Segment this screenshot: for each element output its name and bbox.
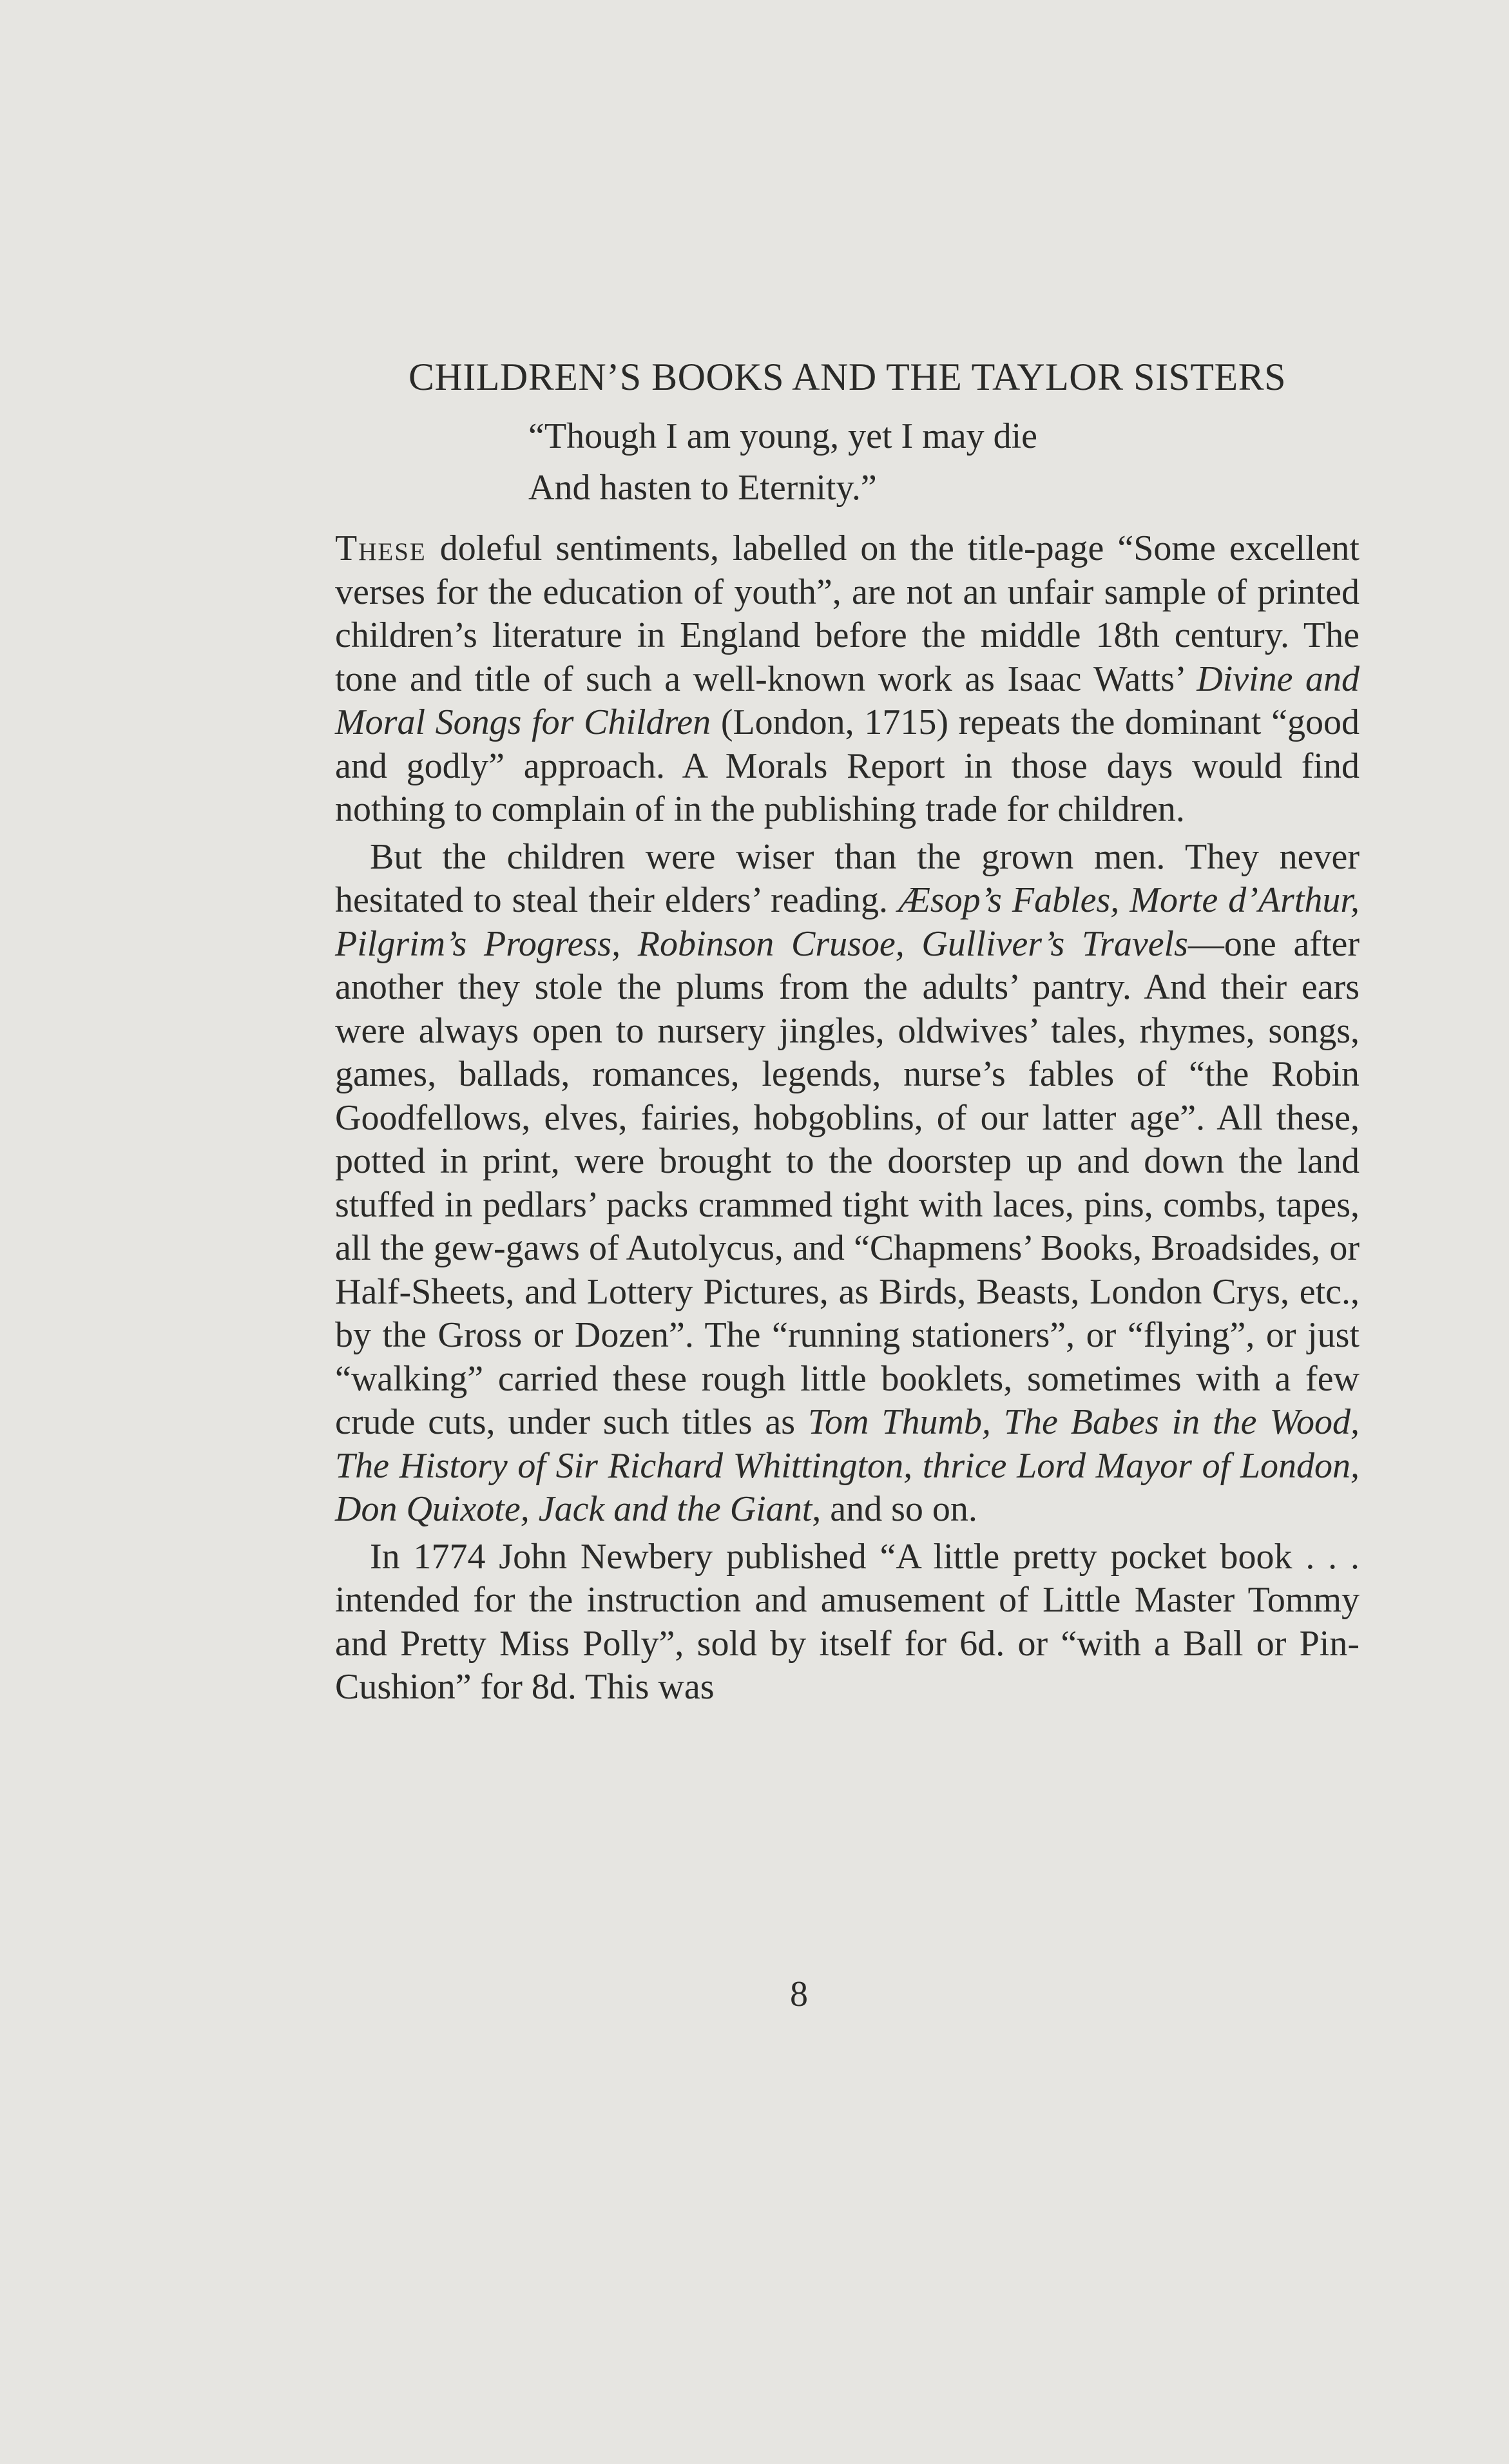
epigraph-line-1: “Though I am young, yet I may die (528, 416, 1038, 456)
paragraph-1-text-a: doleful sentiments, labelled on the title-page “Some excellent verses for the education of youth”, are not an unfair sample of printed children’s literature in England before the middle 18th century. The tone and title of such a well-known work as Isaac Watts’ (335, 528, 1360, 699)
paragraph-3-text-a: In 1774 John Newbery published “A little pretty pocket book . . . intended for the instruction and amusement of Little Master Tommy and Pretty Miss Polly”, sold by itself for 6d. or “with a Ball or Pin-Cushion” for 8d. This was (335, 1536, 1360, 1707)
paragraph-2-text-a: But the children were wiser than the grown men. They never hesitated to steal their elders’ reading. (335, 836, 1360, 920)
paragraph-1-italic-title: Divine and Moral Songs for Children (335, 659, 1360, 742)
chapter-title: CHILDREN’S BOOKS AND THE TAYLOR SISTERS (408, 356, 1287, 398)
paragraph-2-italic-titles-b: Tom Thumb, The Babes in the Wood, The History of Sir Richard Whittington, thrice Lord Mayor of London, Don Quixote, Jack and the Giant (335, 1402, 1360, 1529)
paragraph-2 (335, 836, 1360, 1532)
paragraph-1-lead-word: These (335, 528, 427, 568)
epigraph-line-2: And hasten to Eternity.” (528, 468, 877, 508)
page-number: 8 (790, 1974, 808, 2014)
paragraph-1 (335, 527, 1360, 832)
paragraph-1-text-b: (London, 1715) repeats the dominant “good and godly” approach. A Morals Report in those days would find nothing to complain of in the publishing trade for children. (335, 702, 1360, 829)
paragraph-3 (335, 1535, 1360, 1709)
paragraph-2-text-b: —one after another they stole the plums from the adults’ pantry. And their ears were always open to nursery jingles, oldwives’ tales, rhymes, songs, games, ballads, romances, legends, nurse’s fables of “the Robin Goodfellows, elves, fairies, hobgoblins, of our latter age”. All these, potted in print, were brought to the doorstep up and down the land stuffed in pedlars’ packs crammed tight with laces, pins, combs, tapes, all the gew-gaws of Autolycus, and “Chapmens’ Books, Broadsides, or Half-Sheets, and Lottery Pictures, as Birds, Beasts, London Crys, etc., by the Gross or Dozen”. The “running stationers”, or “flying”, or just “walking” carried these rough little booklets, sometimes with a few crude cuts, under such titles as (335, 923, 1360, 1442)
paragraph-2-italic-titles-a: Æsop’s Fables, Morte d’Arthur, Pilgrim’s Progress, Robinson Crusoe, Gulliver’s Travels (335, 880, 1360, 964)
epigraph (528, 410, 1302, 514)
body-text (335, 527, 1360, 1709)
paragraph-2-text-c: , and so on. (812, 1489, 977, 1529)
